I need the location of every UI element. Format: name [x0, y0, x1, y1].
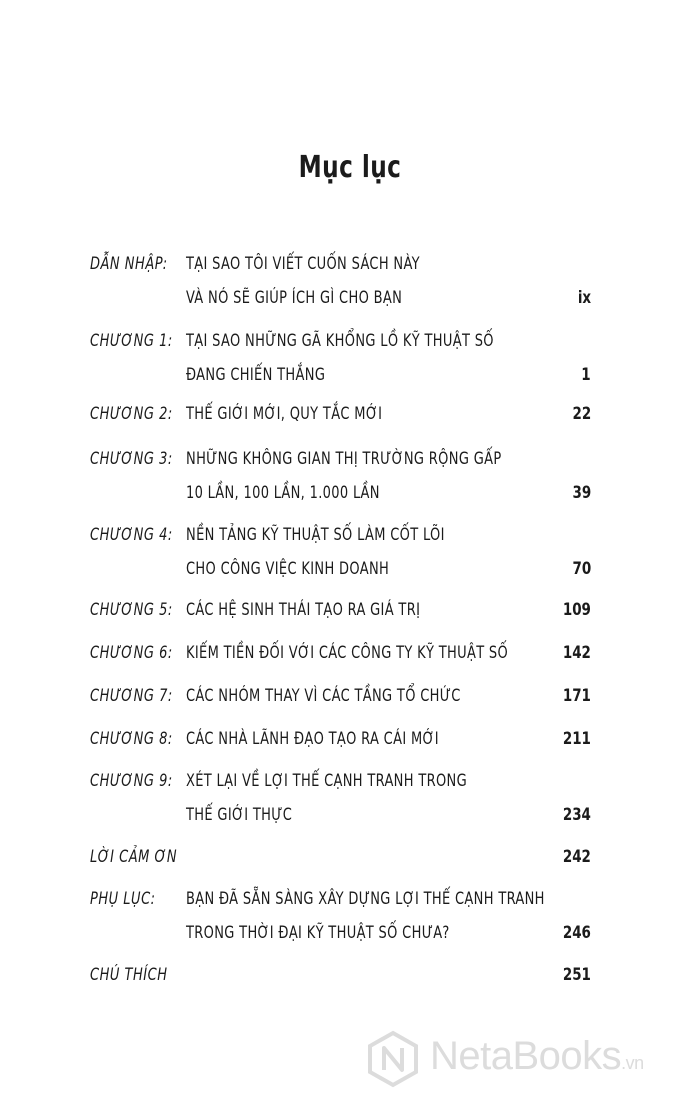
toc-entry-label: CHƯƠNG 1: [90, 331, 173, 351]
toc-entry-label: PHỤ LỤC: [90, 889, 156, 909]
toc-entry-label: CHƯƠNG 2: [90, 404, 173, 424]
toc-entry-label: CHƯƠNG 3: [90, 449, 173, 469]
watermark [364, 1028, 700, 1090]
toc-entry-title-line: THẾ GIỚI THỰC [186, 805, 293, 825]
watermark-brand: NetaBooks [430, 1034, 622, 1078]
toc-entry-title-line: TẠI SAO TÔI VIẾT CUỐN SÁCH NÀY [186, 254, 420, 274]
toc-entry-page-number: 242 [562, 847, 591, 867]
toc-entry-page-number: 246 [562, 923, 591, 943]
toc-entry-title-line: KIẾM TIỀN ĐỐI VỚI CÁC CÔNG TY KỸ THUẬT SỐ [186, 643, 509, 663]
toc-entry-title-line: VÀ NÓ SẼ GIÚP ÍCH GÌ CHO BẠN [186, 288, 403, 308]
toc-entry-page-number: 211 [562, 729, 591, 749]
toc-entry-label: CHƯƠNG 7: [90, 686, 173, 706]
toc-entry-label: CHƯƠNG 6: [90, 643, 173, 663]
toc-entry-title-line: THẾ GIỚI MỚI, QUY TẮC MỚI [186, 404, 383, 424]
toc-entry-label: CHƯƠNG 5: [90, 600, 173, 620]
toc-entry-title-line: ĐANG CHIẾN THẮNG [186, 365, 326, 385]
toc-entry-page-number: 39 [572, 483, 591, 503]
toc-entry-title-line: BẠN ĐÃ SẴN SÀNG XÂY DỰNG LỢI THẾ CẠNH TRANH [186, 889, 545, 909]
toc-entry-title-line: TRONG THỜI ĐẠI KỸ THUẬT SỐ CHƯA? [186, 923, 450, 943]
toc-entry-label: LỜI CẢM ƠN [90, 847, 178, 867]
watermark-text [430, 1034, 644, 1079]
toc-entry-label: CHƯƠNG 9: [90, 771, 173, 791]
toc-entry-page-number: 1 [581, 365, 591, 385]
toc-entry-title-line: CÁC HỆ SINH THÁI TẠO RA GIÁ TRỊ [186, 600, 421, 620]
toc-entry-page-number: 234 [562, 805, 591, 825]
toc-entry-label: CHƯƠNG 4: [90, 525, 173, 545]
toc-entry-label: CHÚ THÍCH [90, 965, 168, 985]
toc-entry-page-number: 251 [562, 965, 591, 985]
toc-entry-page-number: 142 [562, 643, 591, 663]
netabooks-logo-icon [364, 1030, 422, 1088]
toc-entry-title-line: NỀN TẢNG KỸ THUẬT SỐ LÀM CỐT LÕI [186, 525, 445, 545]
toc-entry-title-line: CÁC NHÀ LÃNH ĐẠO TẠO RA CÁI MỚI [186, 729, 439, 749]
toc-entry-title-line: CHO CÔNG VIỆC KINH DOANH [186, 559, 390, 579]
toc-entry-label: DẪN NHẬP: [90, 254, 168, 274]
page-title: Mục lục [298, 150, 402, 185]
toc-entry-title-line: XÉT LẠI VỀ LỢI THẾ CẠNH TRANH TRONG [186, 771, 468, 791]
toc-entry-page-number: ix [577, 288, 591, 308]
toc-entry-page-number: 109 [562, 600, 591, 620]
toc-entry-label: CHƯƠNG 8: [90, 729, 173, 749]
toc-entry-title-line: CÁC NHÓM THAY VÌ CÁC TẦNG TỔ CHỨC [186, 686, 461, 706]
toc-entry-title-line: 10 LẦN, 100 LẦN, 1.000 LẦN [186, 483, 380, 503]
watermark-suffix: .vn [621, 1053, 644, 1073]
toc-entry-page-number: 70 [572, 559, 591, 579]
toc-entry-page-number: 171 [562, 686, 591, 706]
toc-entry-title-line: TẠI SAO NHỮNG GÃ KHỔNG LỒ KỸ THUẬT SỐ [186, 331, 494, 351]
toc-entry-title-line: NHỮNG KHÔNG GIAN THỊ TRƯỜNG RỘNG GẤP [186, 449, 502, 469]
toc-entry-page-number: 22 [572, 404, 591, 424]
